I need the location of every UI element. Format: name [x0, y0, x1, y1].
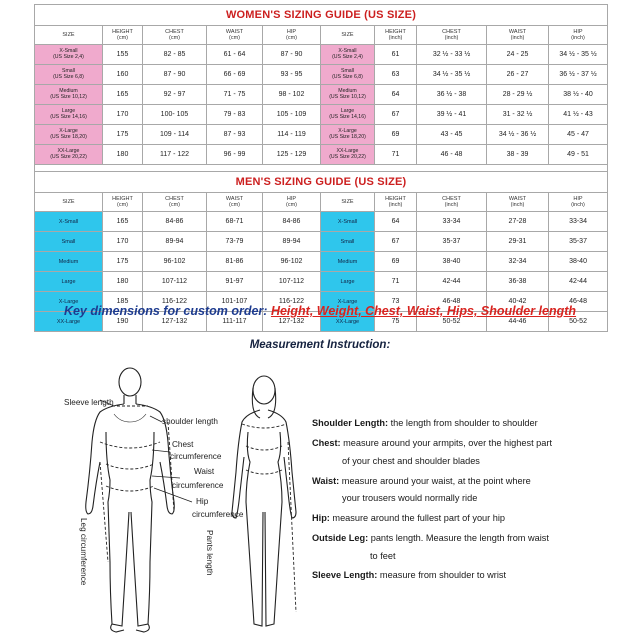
value-cell-inch: 38 - 39 — [487, 145, 549, 165]
value-cell-cm: 125 - 129 — [263, 145, 321, 165]
size-cell-line: Small — [341, 67, 354, 74]
size-cell — [35, 45, 103, 65]
desc-text: the length from shoulder to shoulder — [388, 418, 538, 428]
header-cell — [375, 26, 417, 45]
value-cell-inch: 73 — [375, 292, 417, 312]
size-cell-line: (US Size 2,4) — [332, 53, 363, 60]
value-cell-inch: 40-42 — [487, 292, 549, 312]
hip-circumference-label: circumference — [192, 510, 244, 519]
size-cell-line: (US Size 20,22) — [329, 153, 366, 160]
value-cell-inch: 38-40 — [417, 252, 487, 272]
desc-term: Shoulder Length: — [312, 418, 389, 428]
value-cell-inch: 36 ½ - 38 — [417, 85, 487, 105]
value-cell-cm: 84-86 — [143, 212, 207, 232]
header-cell-line: SIZE — [341, 32, 354, 38]
value-cell-cm: 91-97 — [207, 272, 263, 292]
pants-length-label: Pants length — [205, 530, 214, 576]
value-cell-cm: 160 — [103, 65, 143, 85]
women-table-title: WOMEN'S SIZING GUIDE (US SIZE) — [35, 5, 608, 26]
value-cell-cm: 155 — [103, 45, 143, 65]
value-cell-inch: 33-34 — [549, 212, 608, 232]
value-cell-inch: 46 - 48 — [417, 145, 487, 165]
size-cell: XX-Large — [321, 312, 375, 332]
size-cell — [321, 45, 375, 65]
header-cell-line: HEIGHT — [112, 196, 133, 202]
header-cell-line: (inch) — [510, 35, 525, 41]
header-cell — [263, 193, 321, 212]
men-table-title: MEN'S SIZING GUIDE (US SIZE) — [35, 172, 608, 193]
header-cell-line: SIZE — [62, 32, 75, 38]
size-cell-line: (US Size 10,12) — [329, 93, 366, 100]
value-cell-inch: 43 - 45 — [417, 125, 487, 145]
value-cell-inch: 67 — [375, 232, 417, 252]
size-cell-line: (US Size 10,12) — [50, 93, 87, 100]
value-cell-inch: 28 - 29 ½ — [487, 85, 549, 105]
header-cell-line: CHEST — [165, 196, 184, 202]
value-cell-inch: 71 — [375, 272, 417, 292]
size-cell-line: (US Size 18,20) — [329, 133, 366, 140]
size-cell: Medium — [35, 252, 103, 272]
value-cell-inch: 45 - 47 — [549, 125, 608, 145]
value-cell-cm: 116-122 — [263, 292, 321, 312]
table-row — [35, 145, 608, 165]
size-cell — [321, 125, 375, 145]
desc-waist-cont: your trousers would normally ride — [342, 493, 478, 503]
value-cell-cm: 87 - 93 — [207, 125, 263, 145]
value-cell-cm: 82 - 85 — [143, 45, 207, 65]
table-spacer — [35, 165, 608, 172]
value-cell-inch: 36-38 — [487, 272, 549, 292]
value-cell-inch: 34 ½ - 36 ½ — [487, 125, 549, 145]
value-cell-cm: 165 — [103, 212, 143, 232]
value-cell-inch: 26 - 27 — [487, 65, 549, 85]
table-row — [35, 85, 608, 105]
value-cell-inch: 50-52 — [549, 312, 608, 332]
header-cell-line: CHEST — [442, 196, 461, 202]
size-cell-line: X-Large — [338, 127, 357, 134]
value-cell-inch: 35-37 — [549, 232, 608, 252]
value-cell-cm: 117 - 122 — [143, 145, 207, 165]
table-row — [35, 232, 608, 252]
value-cell-cm: 107-112 — [263, 272, 321, 292]
desc-text: pants length. Measure the length from waist — [368, 533, 549, 543]
header-cell-line: HEIGHT — [385, 29, 406, 35]
header-cell — [143, 193, 207, 212]
value-cell-cm: 180 — [103, 145, 143, 165]
desc-outside-leg-cont: to feet — [370, 551, 396, 561]
size-cell — [35, 125, 103, 145]
size-cell — [321, 65, 375, 85]
size-cell — [35, 105, 103, 125]
value-cell-cm: 185 — [103, 292, 143, 312]
size-cell: Large — [321, 272, 375, 292]
size-cell-line: (US Size 2,4) — [53, 53, 84, 60]
value-cell-inch: 64 — [375, 85, 417, 105]
value-cell-inch: 64 — [375, 212, 417, 232]
desc-chest — [312, 438, 552, 449]
sleeve-length-label: Sleeve length — [64, 398, 114, 407]
header-cell-line: (inch) — [444, 202, 459, 208]
size-cell-line: Medium — [338, 87, 357, 94]
size-cell-line: (US Size 14,16) — [329, 113, 366, 120]
value-cell-cm: 170 — [103, 232, 143, 252]
value-cell-cm: 93 - 95 — [263, 65, 321, 85]
value-cell-inch: 49 - 51 — [549, 145, 608, 165]
size-cell-line: (US Size 14,16) — [50, 113, 87, 120]
table-row — [35, 212, 608, 232]
header-cell — [207, 193, 263, 212]
size-cell-line: (US Size 6,8) — [53, 73, 84, 80]
size-cell: Small — [321, 232, 375, 252]
header-cell-line: WAIST — [225, 29, 244, 35]
value-cell-inch: 32 ½ - 33 ½ — [417, 45, 487, 65]
value-cell-cm: 127-132 — [143, 312, 207, 332]
value-cell-cm: 116-122 — [143, 292, 207, 312]
size-cell-line: Large — [340, 107, 355, 114]
size-cell — [35, 85, 103, 105]
header-cell-line: CHEST — [442, 29, 461, 35]
size-cell — [35, 145, 103, 165]
value-cell-cm: 89-94 — [143, 232, 207, 252]
value-cell-cm: 100- 105 — [143, 105, 207, 125]
header-cell — [487, 193, 549, 212]
value-cell-cm: 89-94 — [263, 232, 321, 252]
header-cell-line: (cm) — [286, 35, 297, 41]
table-row — [35, 125, 608, 145]
value-cell-inch: 24 - 25 — [487, 45, 549, 65]
value-cell-inch: 67 — [375, 105, 417, 125]
men-header-row — [35, 193, 608, 212]
hip-label: Hip — [196, 497, 209, 506]
value-cell-inch: 38-40 — [549, 252, 608, 272]
value-cell-cm: 66 - 69 — [207, 65, 263, 85]
value-cell-cm: 175 — [103, 252, 143, 272]
header-cell-line: HEIGHT — [112, 29, 133, 35]
header-cell — [417, 26, 487, 45]
value-cell-cm: 87 - 90 — [143, 65, 207, 85]
value-cell-inch: 27-28 — [487, 212, 549, 232]
header-cell-line: (inch) — [571, 35, 585, 41]
value-cell-cm: 190 — [103, 312, 143, 332]
table-row — [35, 252, 608, 272]
size-cell: X-Large — [35, 292, 103, 312]
table-row — [35, 272, 608, 292]
value-cell-cm: 68-71 — [207, 212, 263, 232]
value-cell-cm: 127-132 — [263, 312, 321, 332]
size-cell-line: XX-Large — [336, 147, 359, 154]
size-cell: X-Small — [321, 212, 375, 232]
size-cell — [321, 105, 375, 125]
value-cell-cm: 175 — [103, 125, 143, 145]
header-cell — [321, 193, 375, 212]
value-cell-cm: 105 - 109 — [263, 105, 321, 125]
desc-sleeve — [312, 570, 506, 581]
value-cell-cm: 81-86 — [207, 252, 263, 272]
header-cell — [35, 26, 103, 45]
value-cell-inch: 31 - 32 ½ — [487, 105, 549, 125]
size-cell: X-Small — [35, 212, 103, 232]
value-cell-inch: 42-44 — [549, 272, 608, 292]
header-cell-line: (cm) — [229, 202, 240, 208]
value-cell-cm: 170 — [103, 105, 143, 125]
size-cell — [35, 65, 103, 85]
table-row — [35, 65, 608, 85]
size-cell-line: Large — [61, 107, 76, 114]
table-row — [35, 45, 608, 65]
value-cell-inch: 39 ½ - 41 — [417, 105, 487, 125]
measurement-instruction-title: Measurement Instruction: — [249, 339, 391, 351]
size-cell-line: XX-Large — [57, 147, 80, 154]
desc-term: Sleeve Length: — [312, 570, 378, 580]
value-cell-cm: 96-102 — [263, 252, 321, 272]
header-cell — [103, 193, 143, 212]
value-cell-cm: 111-117 — [207, 312, 263, 332]
header-cell-line: HIP — [286, 196, 297, 202]
women-sizing-table — [34, 4, 608, 332]
value-cell-cm: 107-112 — [143, 272, 207, 292]
desc-text: measure from shoulder to wrist — [377, 570, 507, 580]
waist-label: Waist — [194, 467, 215, 476]
desc-term: Outside Leg: — [312, 533, 369, 543]
size-cell-line: (US Size 20,22) — [50, 153, 87, 160]
header-cell-line: HIP — [573, 196, 583, 202]
size-cell: Small — [35, 232, 103, 252]
size-cell: XX-Large — [35, 312, 103, 332]
value-cell-cm: 101-107 — [207, 292, 263, 312]
value-cell-inch: 34 ½ - 35 ½ — [417, 65, 487, 85]
size-cell-line: X-Small — [338, 47, 357, 54]
value-cell-inch: 34 ½ - 35 ½ — [549, 45, 608, 65]
header-cell-line: (cm) — [229, 35, 240, 41]
size-cell-line: Medium — [59, 87, 78, 94]
value-cell-inch: 71 — [375, 145, 417, 165]
desc-outside-leg — [312, 533, 549, 544]
value-cell-cm: 71 - 75 — [207, 85, 263, 105]
header-cell-line: (inch) — [388, 202, 403, 208]
value-cell-inch: 38 ½ - 40 — [549, 85, 608, 105]
male-figure-illustration — [86, 368, 175, 632]
desc-text: measure around your armpits, over the highest part — [340, 438, 553, 448]
header-cell — [417, 193, 487, 212]
value-cell-inch: 46-48 — [417, 292, 487, 312]
desc-text: measure around the fullest part of your hip — [329, 513, 506, 523]
header-cell — [549, 26, 608, 45]
value-cell-inch: 44-46 — [487, 312, 549, 332]
header-cell-line: WAIST — [225, 196, 244, 202]
header-cell-line: HEIGHT — [385, 196, 406, 202]
header-cell-line: HIP — [573, 29, 583, 35]
value-cell-inch: 32-34 — [487, 252, 549, 272]
header-cell — [207, 26, 263, 45]
value-cell-cm: 114 - 119 — [263, 125, 321, 145]
value-cell-cm: 92 - 97 — [143, 85, 207, 105]
desc-term: Hip: — [312, 513, 330, 523]
key-dimensions-list: Height, Weight, Chest, Waist, Hips, Shoulder length — [270, 304, 577, 318]
desc-hip — [312, 513, 505, 524]
value-cell-inch: 75 — [375, 312, 417, 332]
desc-shoulder — [312, 418, 538, 429]
chest-circumference-label: circumference — [170, 452, 222, 461]
desc-waist — [312, 476, 531, 487]
key-dimensions-prefix: Key dimensions for custom order: — [63, 304, 271, 318]
table-row — [35, 105, 608, 125]
value-cell-inch: 46-48 — [549, 292, 608, 312]
header-cell-line: CHEST — [165, 29, 184, 35]
size-cell: Medium — [321, 252, 375, 272]
header-cell — [263, 26, 321, 45]
header-cell-line: WAIST — [508, 29, 527, 35]
size-cell: X-Large — [321, 292, 375, 312]
header-cell-line: (cm) — [117, 202, 128, 208]
key-dimensions-line — [0, 304, 640, 318]
header-cell — [321, 26, 375, 45]
value-cell-inch: 50-52 — [417, 312, 487, 332]
chest-label: Chest — [172, 440, 194, 449]
shoulder-length-label: shoulder length — [162, 417, 218, 426]
header-cell-line: WAIST — [508, 196, 527, 202]
header-cell — [549, 193, 608, 212]
desc-text: measure around your waist, at the point where — [339, 476, 531, 486]
header-cell-line: (cm) — [169, 35, 180, 41]
header-cell-line: (cm) — [117, 35, 128, 41]
header-cell-line: (inch) — [444, 35, 459, 41]
value-cell-inch: 69 — [375, 252, 417, 272]
header-cell — [487, 26, 549, 45]
value-cell-inch: 41 ½ - 43 — [549, 105, 608, 125]
desc-term: Chest: — [312, 438, 341, 448]
size-cell-line: (US Size 6,8) — [332, 73, 363, 80]
header-cell-line: (cm) — [286, 202, 297, 208]
size-cell-line: (US Size 18,20) — [50, 133, 87, 140]
female-figure-illustration — [232, 376, 296, 626]
header-cell — [103, 26, 143, 45]
value-cell-cm: 180 — [103, 272, 143, 292]
value-cell-inch: 42-44 — [417, 272, 487, 292]
value-cell-cm: 87 - 90 — [263, 45, 321, 65]
value-cell-cm: 73-79 — [207, 232, 263, 252]
value-cell-cm: 165 — [103, 85, 143, 105]
value-cell-cm: 79 - 83 — [207, 105, 263, 125]
header-cell — [375, 193, 417, 212]
size-cell — [321, 85, 375, 105]
header-cell-line: (inch) — [571, 202, 585, 208]
desc-chest-cont: of your chest and shoulder blades — [342, 456, 480, 466]
desc-term: Waist: — [312, 476, 340, 486]
women-header-row — [35, 26, 608, 45]
header-cell-line: SIZE — [341, 199, 354, 205]
value-cell-inch: 61 — [375, 45, 417, 65]
header-cell — [143, 26, 207, 45]
size-cell-line: Small — [62, 67, 75, 74]
value-cell-cm: 109 - 114 — [143, 125, 207, 145]
value-cell-inch: 69 — [375, 125, 417, 145]
value-cell-inch: 35-37 — [417, 232, 487, 252]
header-cell-line: SIZE — [62, 199, 75, 205]
size-cell — [321, 145, 375, 165]
value-cell-inch: 63 — [375, 65, 417, 85]
header-cell-line: (inch) — [510, 202, 525, 208]
size-cell-line: X-Small — [59, 47, 78, 54]
value-cell-cm: 61 - 64 — [207, 45, 263, 65]
size-cell-line: X-Large — [59, 127, 78, 134]
value-cell-inch: 33-34 — [417, 212, 487, 232]
value-cell-cm: 84-86 — [263, 212, 321, 232]
value-cell-inch: 36 ½ - 37 ½ — [549, 65, 608, 85]
value-cell-cm: 98 - 102 — [263, 85, 321, 105]
value-cell-cm: 96-102 — [143, 252, 207, 272]
header-cell-line: HIP — [286, 29, 297, 35]
leg-circumference-label: Leg circumference — [79, 518, 88, 586]
waist-circumference-label: circumference — [172, 481, 224, 490]
header-cell-line: (inch) — [388, 35, 403, 41]
size-cell: Large — [35, 272, 103, 292]
value-cell-cm: 96 - 99 — [207, 145, 263, 165]
value-cell-inch: 29-31 — [487, 232, 549, 252]
header-cell-line: (cm) — [169, 202, 180, 208]
header-cell — [35, 193, 103, 212]
